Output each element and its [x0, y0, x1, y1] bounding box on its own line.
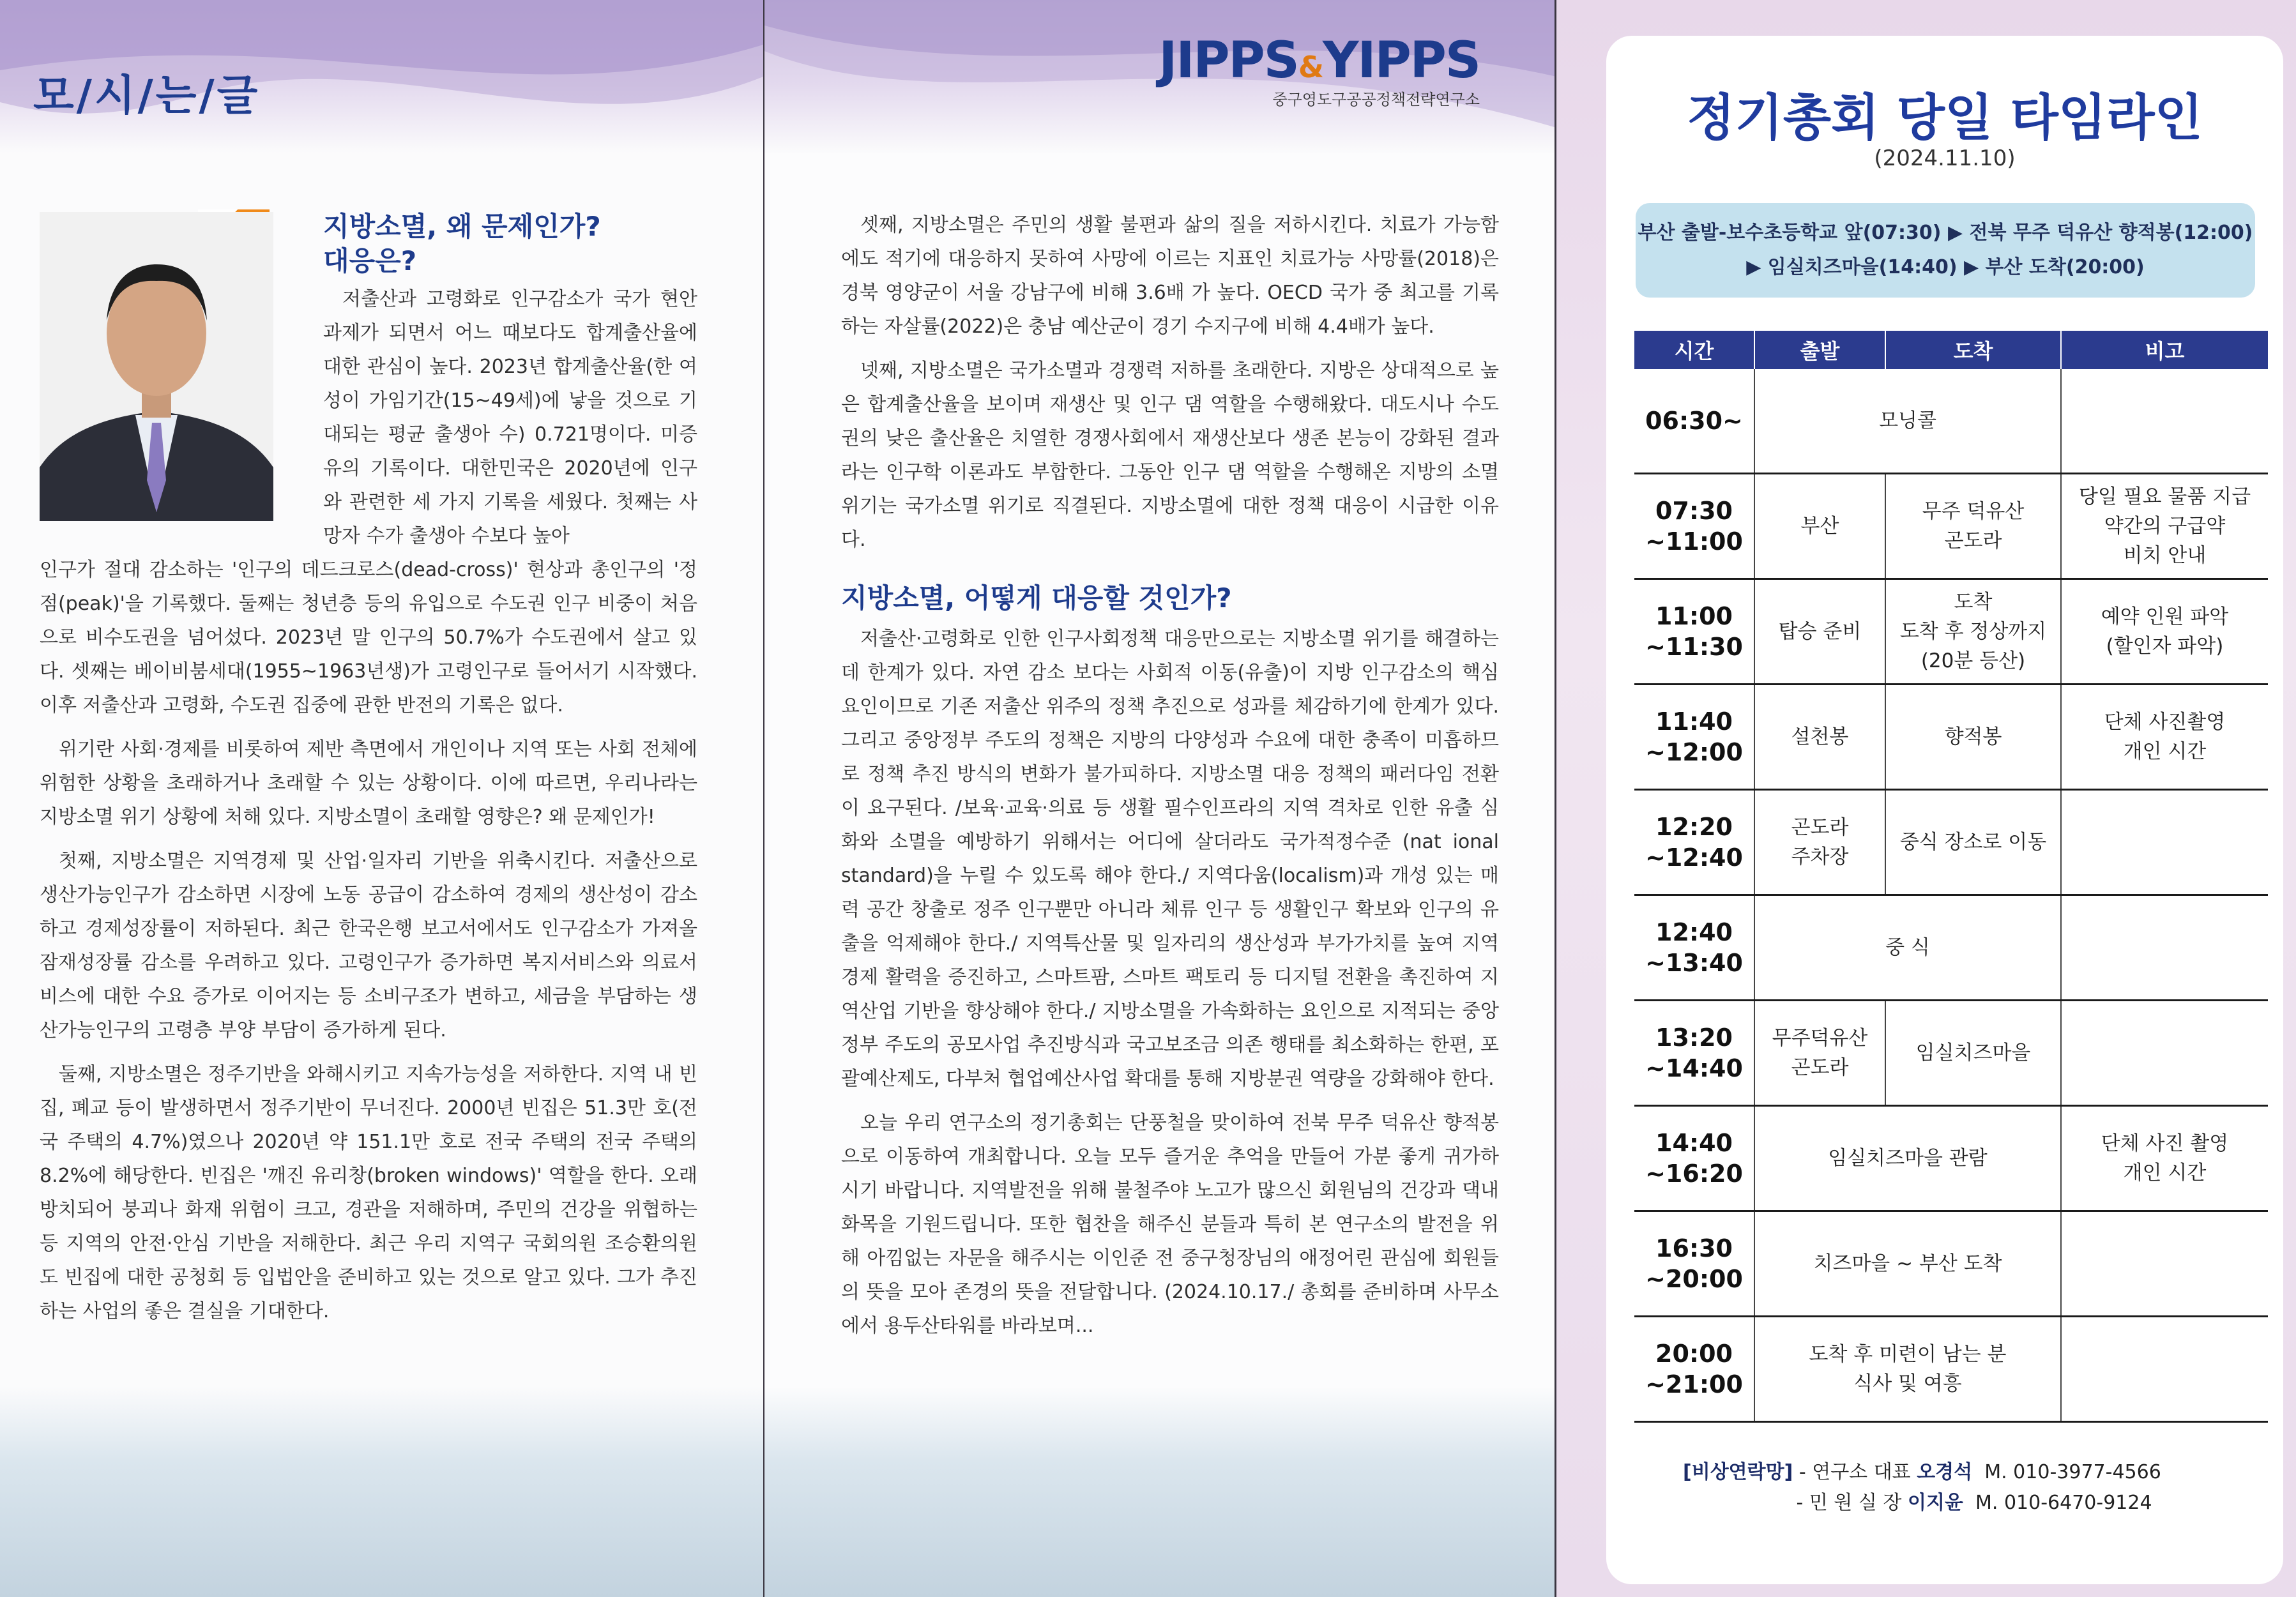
paragraph: 인구가 절대 감소하는 '인구의 데드크로스(dead-cross)' 현상과 총인구의 '정점(peak)'을 기록했다. 둘째는 청년층 등의 유입으로 수도권 인구 비중이 처음으로 비수도권을 넘어섰다. 2023년 말 인구의 50.7%가 수도권에서 살고 있다. 셋째는 베이비붐세대(1955~1963년생)가 고령인구로 들어서기 시작했다. 이후 저출산과 고령화, 수도권 집중에 관한 반전의 기록은 없다. — [40, 559, 697, 716]
arrival-cell-text: 도착 도착 후 정상까지 (20분 등산) — [1899, 591, 2047, 672]
time-start: 12:40 — [1655, 918, 1733, 946]
merged-cell-text: 모닝콜 — [1879, 409, 1936, 432]
time-start: 16:30 — [1655, 1234, 1733, 1262]
arrival-cell-text: 향적봉 — [1944, 725, 2002, 748]
contact-phone: M. 010-6470-9124 — [1963, 1492, 2152, 1514]
note-cell-text: 단체 사진 촬영 개인 시간 — [2101, 1132, 2229, 1185]
table-row — [1634, 369, 2268, 474]
note-cell — [2061, 1106, 2268, 1211]
note-cell — [2061, 790, 2268, 895]
note-cell-text: 당일 필요 물품 지급 약간의 구급약 비치 안내 — [2078, 485, 2251, 567]
table-row — [1634, 1001, 2268, 1106]
route-line-1: 부산 출발-보수초등학교 앞(07:30) ▶ 전북 무주 덕유산 향적봉(12:00) — [1638, 222, 2253, 244]
contact-phone: M. 010-3977-4566 — [1972, 1461, 2161, 1483]
arrival-cell — [1885, 579, 2061, 685]
time-start: 06:30~ — [1645, 407, 1743, 435]
time-cell — [1634, 790, 1754, 895]
note-cell — [2061, 1211, 2268, 1317]
time-cell — [1634, 1317, 1754, 1422]
middle-panel — [764, 0, 1556, 1597]
departure-cell-text: 부산 — [1800, 515, 1839, 538]
route-line-2: ▶ 임실치즈마을(14:40) ▶ 부산 도착(20:00) — [1746, 256, 2145, 278]
table-row — [1634, 1106, 2268, 1211]
merged-cell — [1754, 1211, 2061, 1317]
section-heading: 지방소멸, 어떻게 대응할 것인가? — [841, 582, 1232, 614]
table-header-row — [1634, 331, 2268, 369]
header-note: 비고 — [2061, 331, 2268, 369]
note-cell-text: 단체 사진촬영 개인 시간 — [2104, 711, 2226, 763]
table-row — [1634, 1211, 2268, 1317]
time-end: ~14:40 — [1645, 1054, 1743, 1082]
note-cell — [2061, 579, 2268, 685]
time-end: ~12:40 — [1645, 844, 1743, 872]
heading-line-2: 대응은? — [323, 245, 417, 276]
departure-cell — [1754, 474, 1885, 579]
note-cell — [2061, 895, 2268, 1001]
arrival-cell — [1885, 790, 2061, 895]
departure-cell — [1754, 790, 1885, 895]
intro-paragraph: 저출산과 고령화로 인구감소가 국가 현안 과제가 되면서 어느 때보다도 합계출산율에 대한 관심이 높다. 2023년 합계출산율(한 여성이 가임기간(15~49세)에 낳을 것으로 기대되는 평균 출생아 수) 0.721명이다. 미증유의 기록이다. 대한민국은 2020년에 인구와 관련한 세 가지 기록을 세웠다. 첫째는 사망자 수가 출생아 수보다 높아 — [323, 288, 697, 547]
time-end: ~21:00 — [1645, 1370, 1743, 1398]
paragraph: 저출산·고령화로 인한 인구사회정책 대응만으로는 지방소멸 위기를 해결하는데 한계가 있다. 자연 감소 보다는 사회적 이동(유출)이 지방 인구감소의 핵심 요인이므로 기존 저출산 위주의 정책 추진으로 성과를 체감하기에 한계가 있다. 그리고 중앙정부 주도의 정책은 지방의 다양성과 수요에 대한 충족이 미흡하므로 정책 추진 방식의 변화가 불가피하다. 지방소멸 대응 정책의 패러다임 전환이 요구된다. /보육·교육·의료 등 생활 필수인프라의 지역 격차로 인한 유출 심화와 소멸을 예방하기 위해서는 어디에 살더라도 국가적정수준 (nat ional standard)을 누릴 수 있도록 해야 한다./ 지역다움(localism)과 개성 있는 매력 공간 창출로 정주 인구뿐만 아니라 체류 인구 등 생활인구 확보와 인구의 유출을 억제해야 한다./ 지역특산물 및 일자리의 생산성과 부가가치를 높여 지역경제 활력을 증진하고, 스마트팜, 스마트 팩토리 등 디지털 전환을 촉진하여 지역산업 기반을 향상해야 한다./ 지방소멸을 가속화하는 요인으로 지적되는 중앙정부 주도의 공모사업 추진방식과 국고보조금 의존 행태를 최소화하는 한편, 포괄예산제도, 다부처 협업예산사업 확대를 통해 지방분권 역량을 강화해야 한다. — [841, 628, 1499, 1090]
note-cell-text: 예약 인원 파악 (할인자 파악) — [2101, 605, 2229, 658]
contact-name: 오경석 — [1917, 1461, 1973, 1483]
logo-wordmark: JIPPS&YIPPS — [1159, 32, 1480, 89]
paragraph: 오늘 우리 연구소의 정기총회는 단풍철을 맞이하여 전북 무주 덕유산 향적봉으로 이동하여 개최합니다. 오늘 모두 즐거운 추억을 만들어 가분 좋게 귀가하시기 바랍니다. 지역발전을 위해 불철주야 노고가 많으신 회원님의 건강과 댁내 화목을 기원드립니다. 또한 협찬을 해주신 분들과 특히 본 연구소의 발전을 위해 아낌없는 자문을 해주시는 이인준 전 중구청장님의 애정어린 관심에 회원들의 뜻을 모아 존경의 뜻을 전달합니다. (2024.10.17./ 총회를 준비하며 사무소에서 용두산타워를 바라보며... — [841, 1112, 1499, 1337]
table-row — [1634, 685, 2268, 790]
note-cell — [2061, 1317, 2268, 1422]
merged-cell — [1754, 369, 2061, 474]
header-arrival: 도착 — [1885, 331, 2061, 369]
table-row — [1634, 1317, 2268, 1422]
city-backdrop — [764, 1386, 1556, 1597]
contact-role: - 연구소 대표 — [1793, 1461, 1917, 1483]
timeline-title: 정기총회 당일 타임라인 — [1687, 89, 2203, 147]
left-body — [40, 553, 697, 1338]
note-cell — [2061, 1001, 2268, 1106]
time-start: 13:20 — [1655, 1024, 1733, 1052]
departure-cell-text: 무주덕유산 곤도라 — [1772, 1027, 1868, 1079]
departure-cell-text: 탑승 준비 — [1778, 620, 1862, 643]
timeline-body — [1634, 369, 2268, 1422]
arrival-cell — [1885, 685, 2061, 790]
time-start: 14:40 — [1655, 1129, 1733, 1157]
paragraph: 위기란 사회·경제를 비롯하여 제반 측면에서 개인이나 지역 또는 사회 전체에 위험한 상황을 초래하거나 초래할 수 있는 상황이다. 이에 따르면, 우리나라는 지방소멸 위기 상황에 처해 있다. 지방소멸이 초래할 영향은? 왜 문제인가! — [40, 738, 697, 828]
departure-cell — [1754, 579, 1885, 685]
arrival-cell — [1885, 1001, 2061, 1106]
route-summary — [1636, 203, 2255, 298]
merged-cell-text: 도착 후 미련이 남는 분 식사 및 여흥 — [1809, 1343, 2007, 1395]
paragraph: 셋째, 지방소멸은 주민의 생활 불편과 삶의 질을 저하시킨다. 치료가 가능함에도 적기에 대응하지 못하여 사망에 이르는 지표인 치료가능 사망률(2018)은 경북 영양군이 서울 강남구에 비해 3.6배 가 높다. OECD 국가 중 최고를 기록하는 자살률(2022)은 충남 예산군이 경기 수지구에 비해 4.4배가 높다. — [841, 214, 1499, 338]
time-start: 11:40 — [1655, 708, 1733, 736]
section-title: 모/시/는/글 — [33, 71, 261, 120]
time-cell — [1634, 1106, 1754, 1211]
time-end: ~12:00 — [1645, 738, 1743, 766]
time-cell — [1634, 474, 1754, 579]
time-start: 12:20 — [1655, 813, 1733, 841]
departure-cell — [1754, 685, 1885, 790]
emergency-contacts — [1683, 1457, 2161, 1518]
time-cell — [1634, 579, 1754, 685]
time-start: 07:30 — [1655, 497, 1733, 525]
note-cell — [2061, 474, 2268, 579]
table-row — [1634, 579, 2268, 685]
arrival-cell-text: 무주 덕유산 곤도라 — [1922, 500, 2025, 552]
departure-cell-text: 설천봉 — [1791, 725, 1849, 748]
note-cell — [2061, 369, 2268, 474]
merged-cell-text: 임실치즈마을 관람 — [1828, 1147, 1988, 1170]
author-photo — [40, 212, 273, 521]
contact-role: - 민 원 실 장 — [1790, 1492, 1908, 1514]
timeline-table — [1634, 331, 2268, 1423]
merged-cell — [1754, 1106, 2061, 1211]
paragraph: 첫째, 지방소멸은 지역경제 및 산업·일자리 기반을 위축시킨다. 저출산으로 생산가능인구가 감소하면 시장에 노동 공급이 감소하여 경제의 생산성이 감소하고 경제성장률이 저하된다. 최근 한국은행 보고서에서도 인구감소가 가져올 잠재성장률 감소를 우려하고 있다. 고령인구가 증가하면 복지서비스와 의료서비스에 대한 수요 증가로 이어지는 등 소비구조가 변하고, 세금을 부담하는 생산가능인구의 고령층 부양 부담이 증가하게 된다. — [40, 850, 697, 1041]
header-time: 시간 — [1634, 331, 1754, 369]
merged-cell-text: 중 식 — [1885, 936, 1930, 959]
table-row — [1634, 790, 2268, 895]
time-cell — [1634, 369, 1754, 474]
time-end: ~11:00 — [1645, 527, 1743, 556]
table-row — [1634, 474, 2268, 579]
time-cell — [1634, 1001, 1754, 1106]
header-departure: 출발 — [1754, 331, 1885, 369]
table-row — [1634, 895, 2268, 1001]
time-cell — [1634, 895, 1754, 1001]
time-end: ~20:00 — [1645, 1265, 1743, 1293]
arrival-cell-text: 임실치즈마을 — [1915, 1041, 2031, 1064]
time-start: 20:00 — [1655, 1340, 1733, 1368]
merged-cell — [1754, 895, 2061, 1001]
time-end: ~16:20 — [1645, 1160, 1743, 1188]
note-cell — [2061, 685, 2268, 790]
article-heading — [323, 209, 719, 278]
contact-row — [1683, 1488, 2161, 1518]
left-panel — [0, 0, 763, 1597]
time-end: ~11:30 — [1645, 633, 1743, 661]
institute-logo — [1159, 32, 1480, 109]
merged-cell-text: 치즈마을 ~ 부산 도착 — [1813, 1252, 2002, 1275]
logo-subtitle: 중구영도구공공정책전략연구소 — [1272, 91, 1480, 109]
time-cell — [1634, 1211, 1754, 1317]
paragraph: 둘째, 지방소멸은 정주기반을 와해시키고 지속가능성을 저하한다. 지역 내 빈집, 폐교 등이 발생하면서 정주기반이 무너진다. 2000년 빈집은 51.3만 호(전국 주택의 4.7%)였으나 2020년 약 151.1만 호로 전국 주택의 전국 주택의 8.2%에 해당한다. 빈집은 '깨진 유리창(broken windows)' 역할을 한다. 오래 방치되어 붕괴나 화재 위험이 크고, 경관을 저해하며, 주민의 건강을 위협하는 등 지역의 안전·안심 기반을 저해한다. 최근 우리 지역구 국회의원 조승환의원도 빈집에 대한 공청회 등 입법안을 준비하고 있는 것으로 알고 있다. 그가 추진하는 사업의 좋은 결실을 기대한다. — [40, 1063, 697, 1322]
time-start: 11:00 — [1655, 602, 1733, 630]
time-end: ~13:40 — [1645, 949, 1743, 977]
timeline-date: (2024.11.10) — [1874, 146, 2016, 171]
contact-row — [1683, 1457, 2161, 1488]
time-cell — [1634, 685, 1754, 790]
heading-line-1: 지방소멸, 왜 문제인가? — [323, 211, 601, 242]
middle-body — [841, 208, 1499, 1353]
contact-label: [비상연락망] — [1683, 1461, 1793, 1483]
timeline-card — [1606, 36, 2283, 1584]
city-backdrop — [0, 1386, 763, 1597]
paragraph: 넷째, 지방소멸은 국가소멸과 경쟁력 저하를 초래한다. 지방은 상대적으로 높은 합계출산율을 보이며 재생산 및 인구 댐 역할을 수행해왔다. 대도시나 수도권의 낮은 출산율은 치열한 경쟁사회에서 재생산보다 생존 본능이 강화된 결과라는 인구학 이론과도 부합한다. 그동안 인구 댐 역할을 수행해온 지방의 소멸 위기는 국가소멸 위기로 직결된다. 지방소멸에 대한 정책 대응이 시급한 이유다. — [841, 360, 1499, 551]
contact-name: 이지윤 — [1907, 1492, 1963, 1514]
merged-cell — [1754, 1317, 2061, 1422]
departure-cell — [1754, 1001, 1885, 1106]
departure-cell-text: 곤도라 주차장 — [1791, 816, 1849, 868]
arrival-cell-text: 중식 장소로 이동 — [1899, 831, 2047, 854]
arrival-cell — [1885, 474, 2061, 579]
